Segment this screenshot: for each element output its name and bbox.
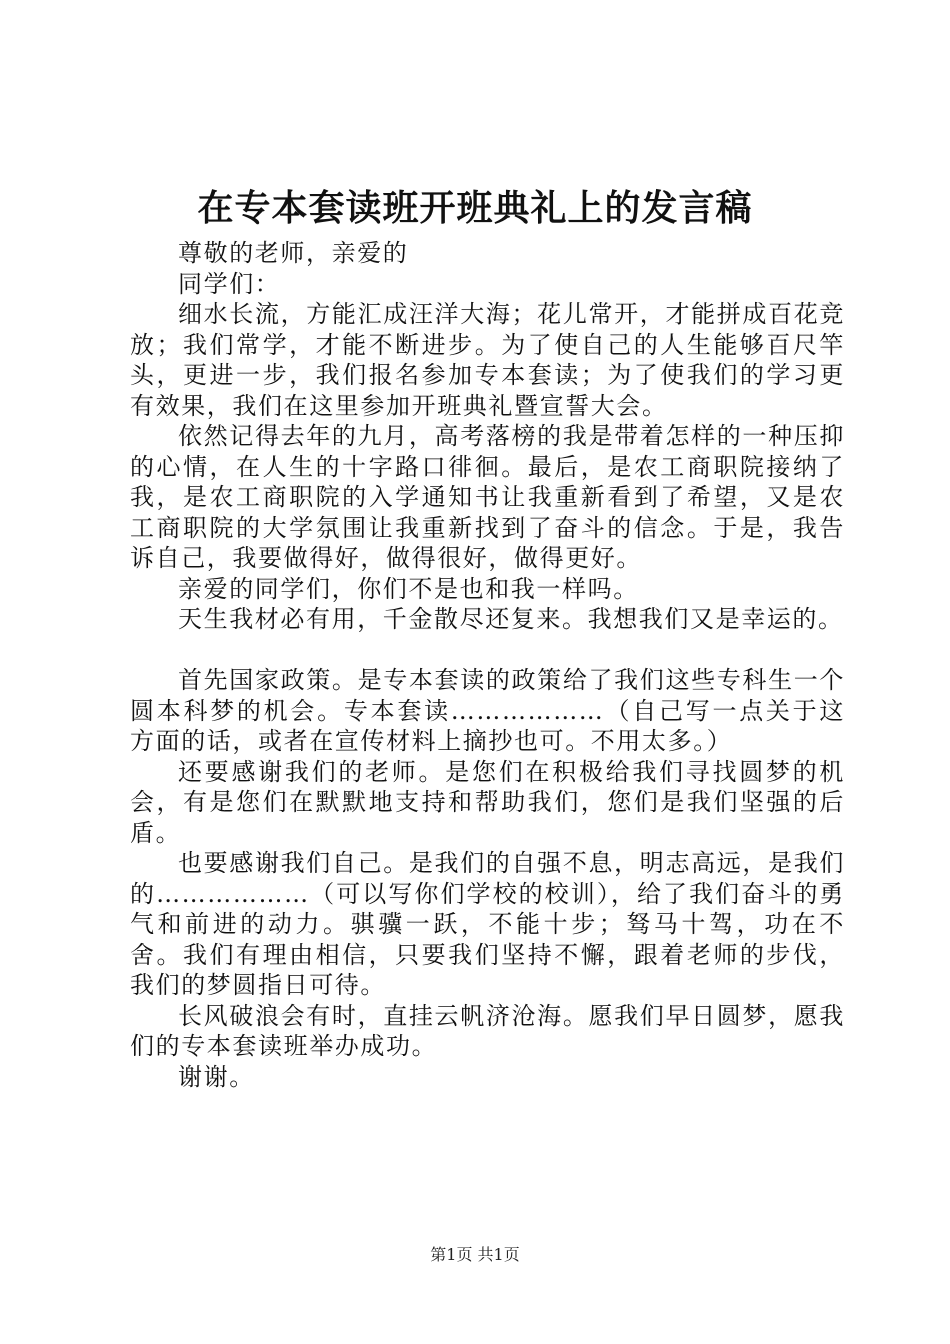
paragraph-ourselves: 也要感谢我们自己。是我们的自强不息，明志高远，是我们的………………（可以写你们学校的校训），给了我们奋斗的勇气和前进的动力。骐骥一跃，不能十步；驽马十驾，功在不舍。我们有理由相信，只要我们坚持不懈，跟着老师的步伐，我们的梦圆指日可待。 bbox=[130, 849, 845, 999]
paragraph-policy: 首先国家政策。是专本套读的政策给了我们这些专科生一个圆本科梦的机会。专本套读………………（自己写一点关于这方面的话，或者在宣传材料上摘抄也可。不用太多。） bbox=[130, 666, 845, 755]
paragraph-memory: 依然记得去年的九月，高考落榜的我是带着怎样的一种压抑的心情，在人生的十字路口徘徊。最后，是农工商职院接纳了我，是农工商职院的入学通知书让我重新看到了希望，又是农工商职院的大学氛围让我重新找到了奋斗的信念。于是，我告诉自己，我要做得好，做得很好，做得更好。 bbox=[130, 422, 845, 572]
paragraph-closing: 长风破浪会有时，直挂云帆济沧海。愿我们早日圆梦，愿我们的专本套读班举办成功。 bbox=[130, 1001, 845, 1060]
page-footer: 第1页 共1页 bbox=[430, 1245, 520, 1264]
salutation-line-2: 同学们： bbox=[178, 269, 281, 298]
paragraph-question: 亲爱的同学们，你们不是也和我一样吗。 bbox=[178, 574, 639, 603]
paragraph-fortune: 天生我材必有用，千金散尽还复来。我想我们又是幸运的。 bbox=[178, 605, 844, 633]
blank-line bbox=[130, 635, 845, 666]
paragraph-opening: 细水长流，方能汇成汪洋大海；花儿常开，才能拼成百花竞放；我们常学，才能不断进步。为了使自己的人生能够百尺竿头，更进一步，我们报名参加专本套读；为了使我们的学习更有效果，我们在这里参加开班典礼暨宣誓大会。 bbox=[130, 300, 845, 420]
paragraph-thanks: 谢谢。 bbox=[178, 1062, 255, 1091]
salutation-line-1: 尊敬的老师，亲爱的 bbox=[178, 239, 409, 267]
paragraph-teachers: 还要感谢我们的老师。是您们在积极给我们寻找圆梦的机会，有是您们在默默地支持和帮助我们，您们是我们坚强的后盾。 bbox=[130, 757, 845, 847]
document-title: 在专本套读班开班典礼上的发言稿 bbox=[197, 187, 753, 229]
document-body bbox=[130, 238, 845, 1092]
